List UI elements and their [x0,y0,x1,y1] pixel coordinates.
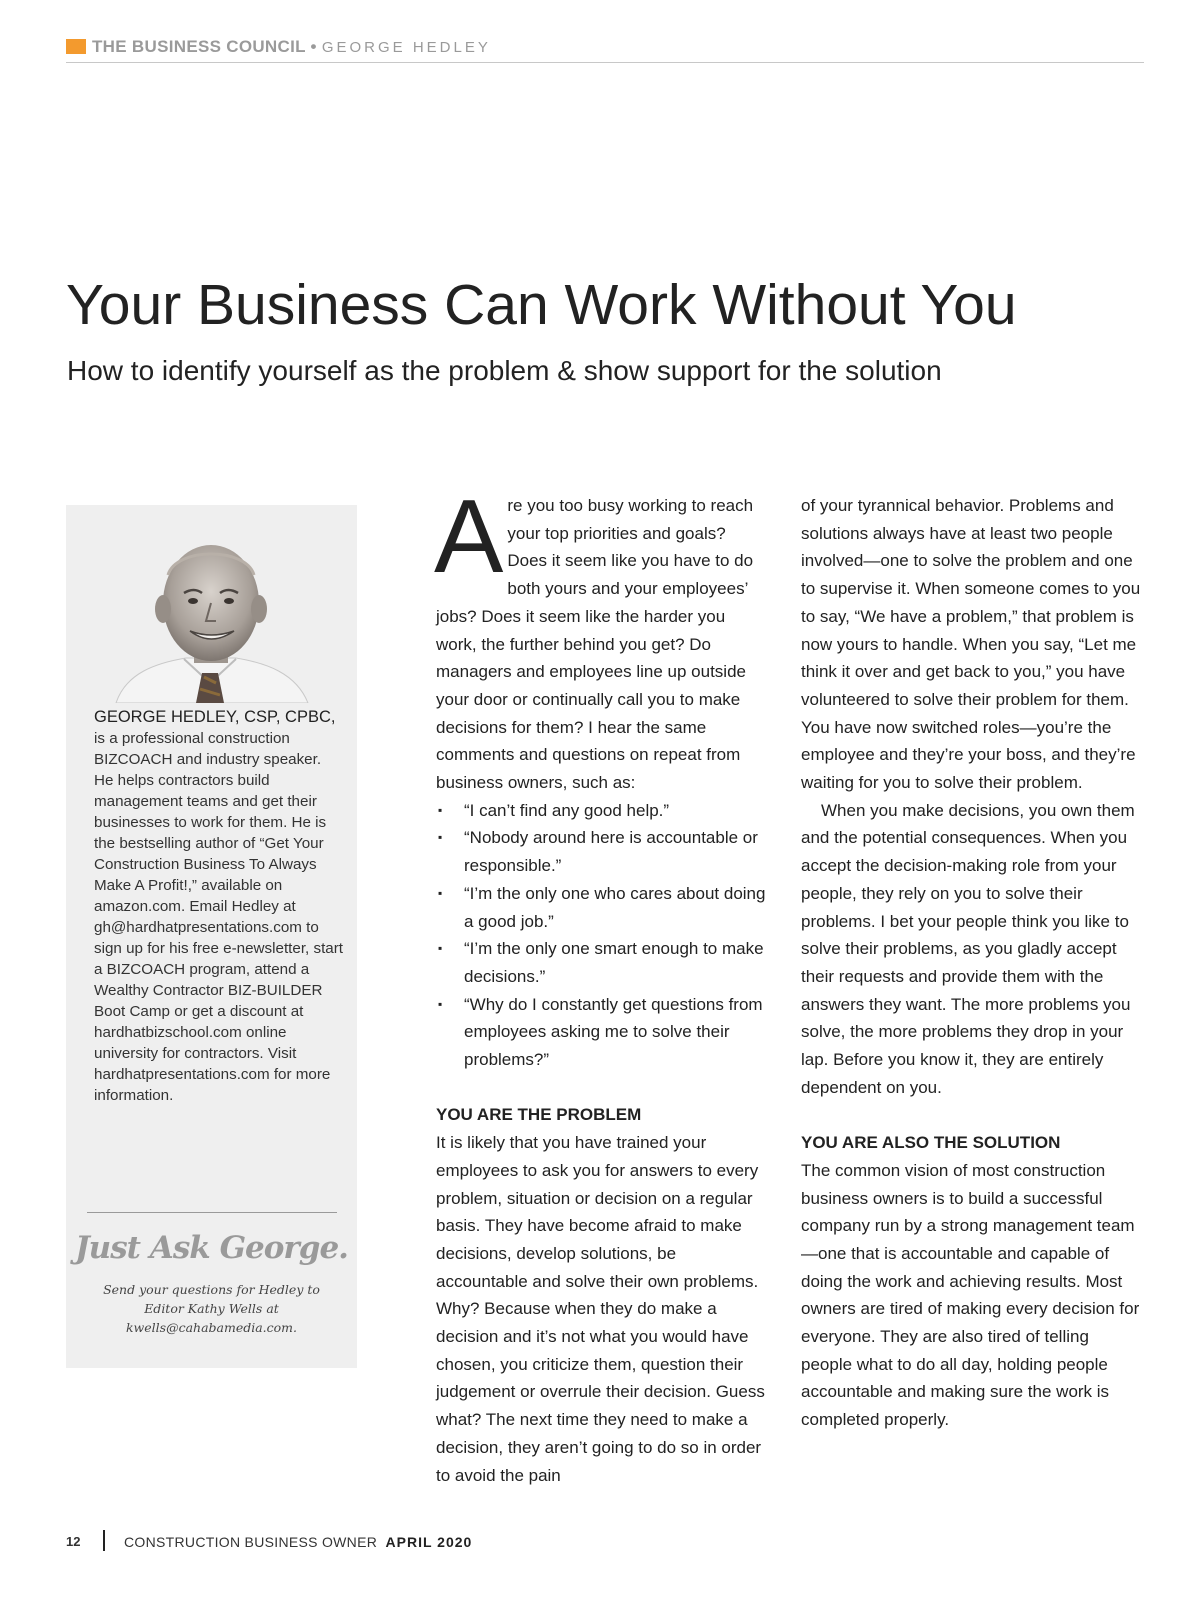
article-column-1 [434,479,766,1489]
author-bio [94,707,344,1106]
quote-text: “I’m the only one who cares about doing a good job.” [464,883,766,931]
column2-paragraph-1: of your tyrannical behavior. Problems and solutions always have at least two people involved—one to solve the problem and one to supervise it. When someone comes to you to say, “We have a problem,” that problem is now yours to handle. When you say, “Let me think it over and get back to you,” you have volunteered to solve their problem for them. You have now switched roles—you’re the employee and they’re your boss, and they’re waiting for you to solve their problem. [801,496,1141,793]
solution-paragraph: The common vision of most construction business owners is to build a successful company run by a strong management team—one that is accountable and capable of doing the work and achieving results. Most owners are tired of making every decision for everyone. They are also tired of telling people what to do all day, holding people accountable and making sure the work is completed properly. [801,1160,1140,1430]
owner-quotes-list [436,797,766,1074]
publication-name: CONSTRUCTION BUSINESS OWNER [124,1534,378,1550]
header-text [92,38,491,57]
intro-paragraph [434,479,766,797]
bio-name: GEORGE HEDLEY, CSP, CPBC, [94,708,336,726]
author-portrait [96,523,324,703]
article-subtitle: How to identify yourself as the problem & show support for the solution [67,355,942,386]
list-item [436,880,766,935]
footer-divider [103,1530,105,1551]
quote-text: “I’m the only one smart enough to make decisions.” [464,939,764,986]
list-item [436,797,766,825]
bullet-icon: ▪ [438,885,443,900]
bullet-icon: ▪ [438,830,443,845]
intro-text: re you too busy working to reach your top priorities and goals? Does it seem like you have to do both yours and your employees’ jobs? Does it seem like the harder you work, the further behind you get? Do managers and employees line up outside your door or continually call you to make decisions for them? I hear the same comments and questions on repeat from business owners, such as: [436,496,754,793]
drop-cap: A [434,479,504,595]
section-marker-square [66,39,86,54]
bio-text: is a professional construction BIZCOACH and industry speaker. He helps contractors build management teams and get their businesses to work for them. He is the bestselling author of “Get Your Construction Business To Always Make A Profit!,” available on amazon.com. Email Hedley at gh@hardhatpresentations.com to sign up for his free e-newsletter, start a BIZCOACH program, attend a Wealthy Contractor BIZ-BUILDER Boot Camp or get a discount at hardhatbizschool.com online university for contractors. Visit hardhatpresentations.com for more information. [94,730,344,1104]
heading-you-are-also-the-solution: YOU ARE ALSO THE SOLUTION [801,1133,1061,1153]
quote-text: “Why do I constantly get questions from employees asking me to solve their problems?” [464,994,763,1070]
just-ask-george-title: Just Ask George. [75,1230,348,1266]
bullet-icon: ▪ [438,996,443,1011]
section-name: THE BUSINESS COUNCIL [92,37,306,56]
bullet-icon: ▪ [438,802,443,817]
header-separator: • [310,37,317,56]
bullet-icon: ▪ [438,941,443,956]
article-column-2 [801,492,1144,1434]
problem-paragraph: It is likely that you have trained your employees to ask you for answers to every problem, situation or decision on a regular basis. They have become afraid to make decisions, develop solutions, be accountable and solve their own problems. Why? Because when they do make a decision and it’s not what you would have chosen, you criticize them, question their judgement or overrule their decision. Guess what? The next time they need to make a decision, they aren’t going to do so in order to avoid the pain [436,1133,765,1485]
header-author: GEORGE HEDLEY [321,39,491,56]
quote-text: “I can’t find any good help.” [464,800,670,820]
column2-paragraph-2: When you make decisions, you own them and the potential consequences. When you accept the decision-making role from your people, they rely on you to solve their problems. I bet your people think you like to solve their problems, as you gladly accept their requests and provide them with the answers they want. The more problems you solve, the more problems they drop in your lap. Before you know it, they are entirely dependent on you. [801,800,1135,1097]
list-item [436,824,766,879]
author-sidebar [66,505,357,1368]
footer-publication [124,1530,472,1554]
quote-text: “Nobody around here is accountable or responsible.” [464,828,758,876]
author-portrait-illustration [96,523,324,703]
send-questions-note: Send your questions for Hedley to Editor Kathy Wells at kwells@cahabamedia.com. [103,1282,320,1335]
page-header [66,38,1144,63]
heading-you-are-the-problem: YOU ARE THE PROBLEM [436,1105,642,1125]
article-title: Your Business Can Work Without You [66,273,1017,337]
list-item [436,935,766,990]
list-item [436,991,766,1074]
sidebar-divider [87,1212,337,1213]
page-number: 12 [66,1534,81,1549]
issue-date: APRIL 2020 [385,1534,473,1550]
